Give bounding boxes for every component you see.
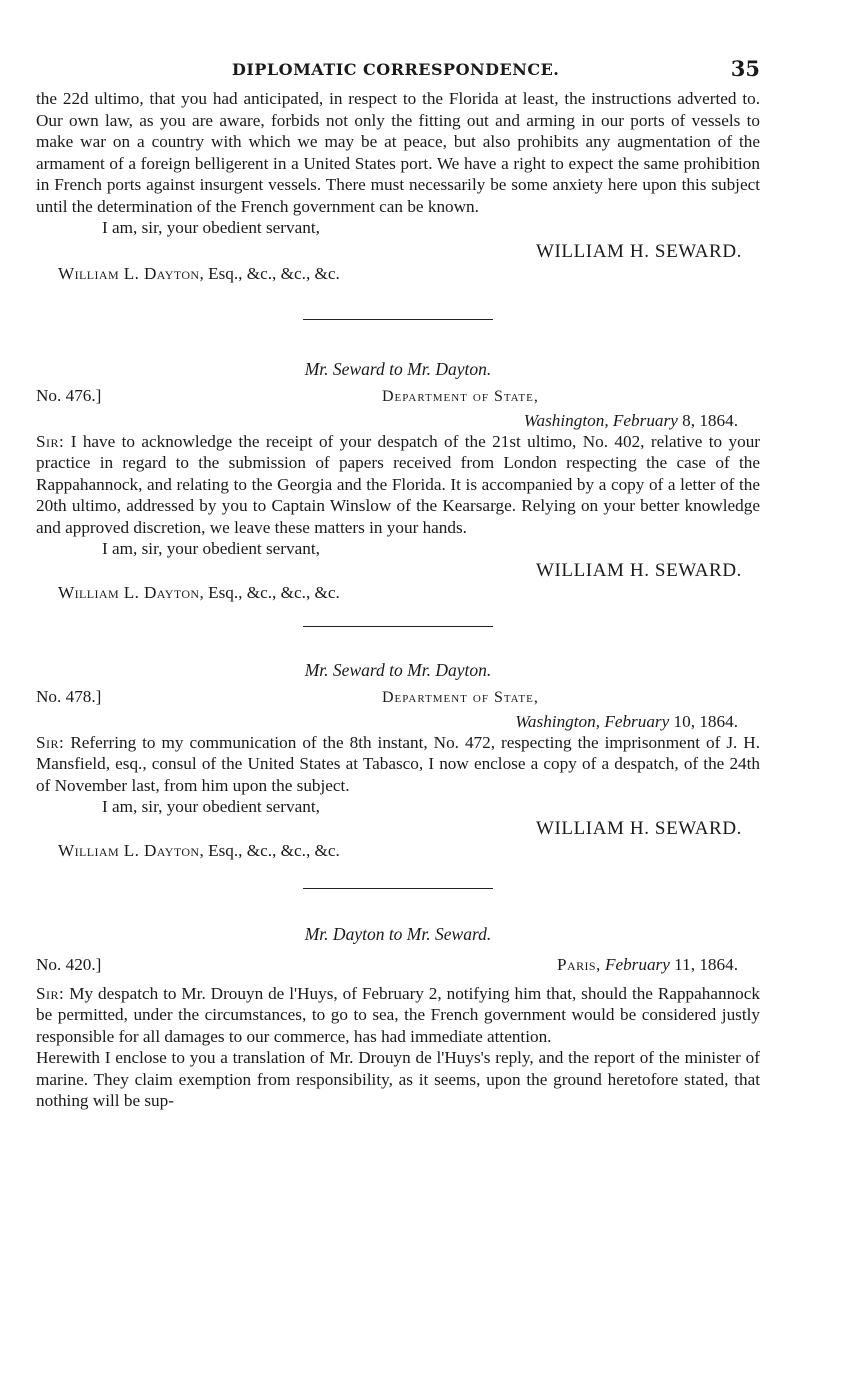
letter-text: Referring to my communication of the 8th instant, No. 472, respecting the imprisonment of J. H. Mansfield, esq., consul of the United States at Tabasco, I now enclose a copy of a despatch, of the 24th of November last, from him upon the subject.	[36, 732, 761, 795]
letter-heading: Mr. Dayton to Mr. Seward.	[304, 923, 492, 944]
addressee	[36, 582, 760, 604]
addressee-suffix: , Esq., &c., &c., &c.	[199, 840, 340, 860]
addressee-suffix: , Esq., &c., &c., &c.	[199, 263, 340, 283]
signature: WILLIAM H. SEWARD.	[535, 817, 742, 839]
letter-dateline	[36, 711, 760, 732]
salutation: Sir:	[36, 983, 65, 1003]
letter-dateline	[36, 410, 760, 431]
letter-body	[36, 732, 760, 797]
letter-body	[36, 431, 760, 539]
salutation: Sir:	[36, 431, 65, 451]
letter-body-continued: Herewith I enclose to you a translation of Mr. Drouyn de l'Huys's reply, and the report of the minister of marine. They claim exemption from responsibility, as it seems, upon the ground heretofore stated, that nothing will be sup-	[36, 1048, 760, 1110]
letter-body	[36, 983, 760, 1048]
letter-date: 8, 1864.	[682, 410, 738, 430]
letter-closing: I am, sir, your obedient servant,	[102, 797, 320, 816]
addressee	[36, 263, 760, 285]
addressee-suffix: , Esq., &c., &c., &c.	[199, 582, 340, 602]
signature: WILLIAM H. SEWARD.	[535, 559, 742, 581]
letter-number-line	[36, 955, 760, 979]
addressee-name: William L. Dayton	[58, 582, 200, 602]
letter-place: Washington,	[515, 711, 601, 731]
department-name: Department of State,	[382, 387, 539, 405]
despatch-number: No. 478.]	[36, 686, 102, 706]
running-title: DIPLOMATIC CORRESPONDENCE.	[232, 60, 560, 79]
department-name: Department of State,	[382, 688, 539, 706]
despatch-number: No. 420.]	[36, 954, 102, 974]
letter-place: Paris,	[557, 954, 601, 974]
letter-heading: Mr. Seward to Mr. Dayton.	[304, 358, 492, 379]
addressee	[36, 840, 760, 862]
addressee-name: William L. Dayton	[58, 263, 200, 283]
letter-text: I have to acknowledge the receipt of your despatch of the 21st ultimo, No. 402, relative to your practice in regard to the submission of papers received from London respecting the case of the Rappahannock, and relating to the Georgia and the Florida. It is accompanied by a copy of a letter of the 20th ultimo, addressed by you to Captain Winslow of the Kearsarge. Relying on your better knowledge and approved discretion, we leave these matters in your hands.	[36, 431, 761, 537]
despatch-number: No. 476.]	[36, 385, 102, 405]
letter-date: 10, 1864.	[673, 711, 738, 731]
letter-month: February	[604, 711, 670, 731]
letter-month: February	[604, 954, 670, 974]
letter-heading: Mr. Seward to Mr. Dayton.	[304, 659, 492, 680]
letter-place: Washington,	[523, 410, 609, 430]
letter-month: February	[612, 410, 678, 430]
letter-text: My despatch to Mr. Drouyn de l'Huys, of February 2, notifying him that, should the Rappahannock be permitted, under the circumstances, to go to sea, the French government would be considered justly responsible for all damages to our commerce, has had immediate attention.	[36, 983, 760, 1046]
letter-date: 11, 1864.	[674, 954, 738, 974]
letter-number-line	[36, 687, 760, 711]
document-page	[36, 52, 760, 1112]
letter-number-line	[36, 386, 760, 410]
letter-dateline	[557, 955, 738, 975]
letter-body: the 22d ultimo, that you had anticipated, in respect to the Florida at least, the instructions adverted to. Our own law, as you are aware, forbids not only the fitting out and arming in our ports of vessels to make war on a country with which we may be at peace, but also prohibits any augmentation of the armament of a foreign belligerent in a United States port. We have a right to expect the same prohibition in French ports against insurgent vessels. There must necessarily be some anxiety here upon this subject until the determination of the French government can be known.	[36, 89, 760, 216]
letter-closing: I am, sir, your obedient servant,	[102, 218, 320, 237]
addressee-name: William L. Dayton	[58, 840, 200, 860]
page-number: 35	[730, 56, 760, 81]
letter-closing: I am, sir, your obedient servant,	[102, 539, 320, 558]
signature: WILLIAM H. SEWARD.	[535, 240, 742, 262]
salutation: Sir:	[36, 732, 65, 752]
running-head	[36, 52, 760, 86]
